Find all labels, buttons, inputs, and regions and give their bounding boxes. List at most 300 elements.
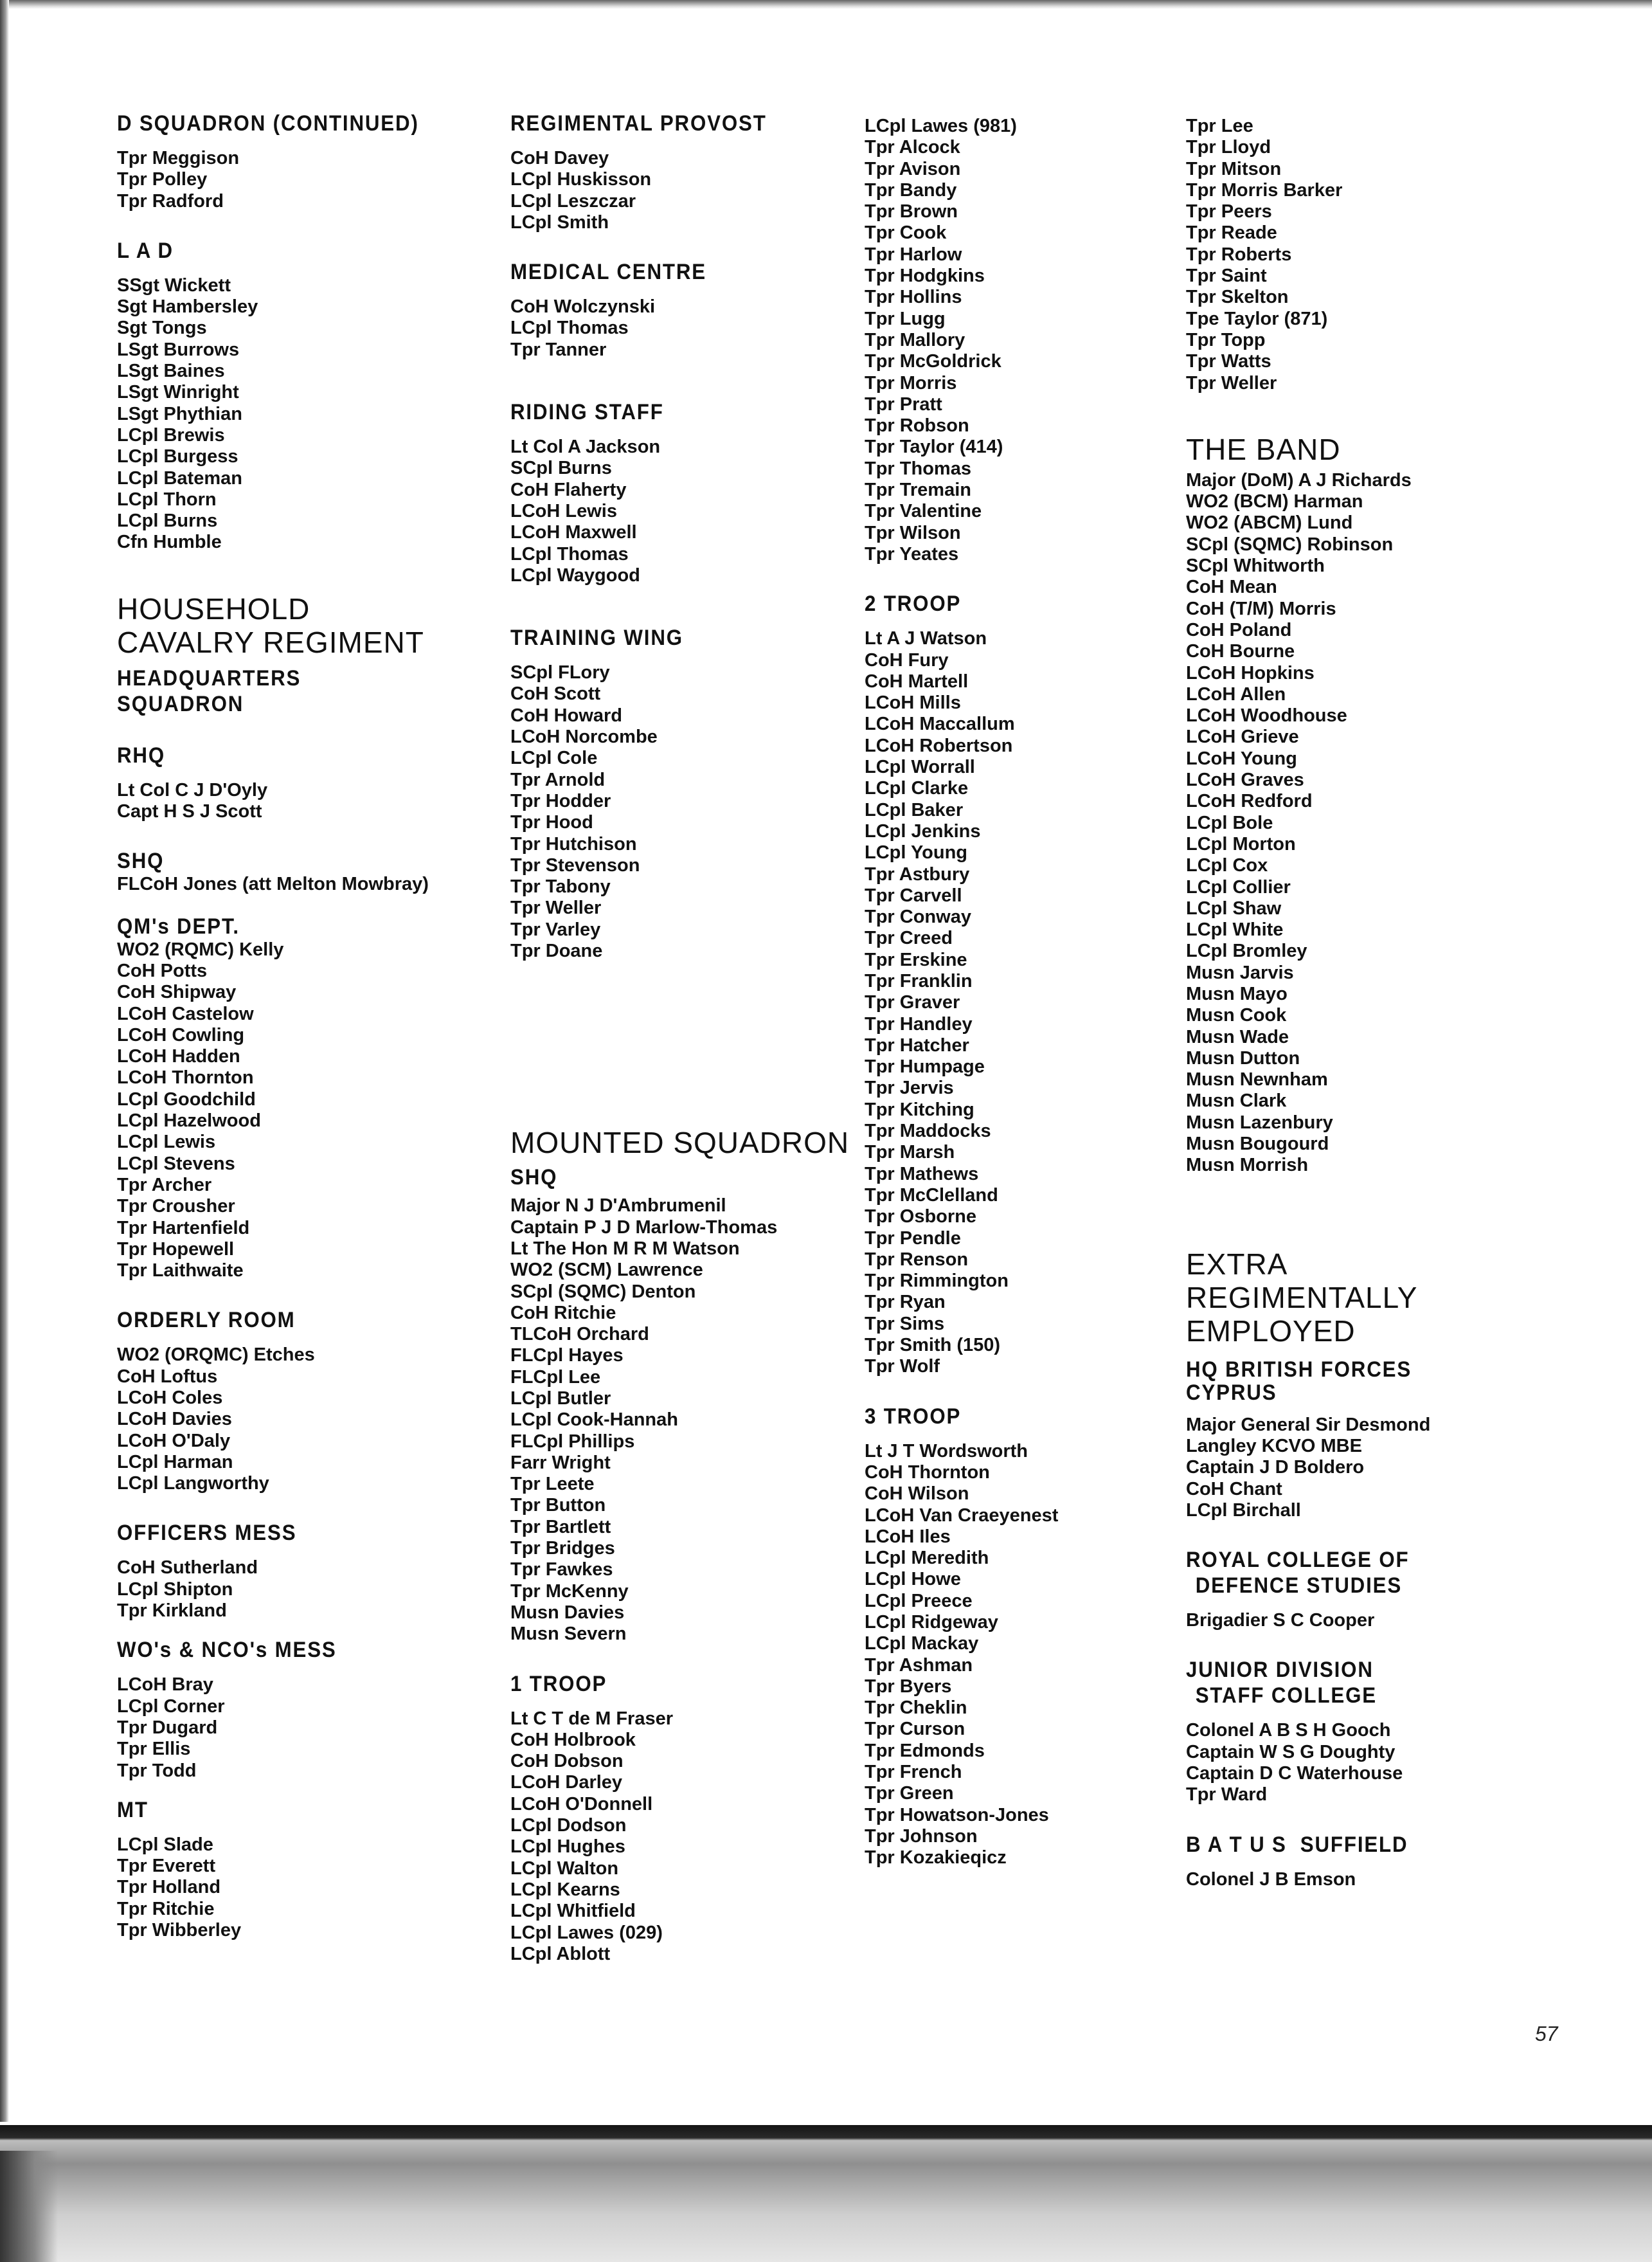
- member-name: Major (DoM) A J Richards: [1186, 469, 1412, 491]
- member-list: [117, 939, 477, 1282]
- member-name: CoH Thornton: [865, 1461, 990, 1483]
- member-name: Tpr Hatcher: [865, 1035, 969, 1056]
- member-name: LCpl Bateman: [117, 467, 242, 489]
- member-name: Tpr Maddocks: [865, 1121, 991, 1142]
- member-name: Tpr Meggison: [117, 148, 240, 168]
- member-name: Tpr Astbury: [865, 864, 970, 885]
- member-name: Musn Davies: [510, 1602, 625, 1623]
- member-name: Tpr Hodder: [510, 790, 611, 811]
- member-name: LCpl Preece: [865, 1590, 973, 1611]
- member-name: Musn Clark: [1186, 1090, 1287, 1112]
- member-name: LCpl Cook-Hannah: [510, 1409, 678, 1431]
- member-name: Tpr Tanner: [510, 339, 607, 360]
- member-list: [510, 148, 857, 233]
- section-title: QM's DEPT.: [117, 914, 240, 939]
- qms-dept-section: [117, 914, 477, 1282]
- member-name: Lt Col A Jackson: [510, 437, 661, 458]
- member-list: [1186, 1415, 1456, 1521]
- member-name: LCpl Hazelwood: [117, 1110, 261, 1132]
- member-list: [510, 1708, 857, 1966]
- member-name: Tpr Harlow: [865, 244, 962, 265]
- shq-section: [117, 848, 477, 895]
- member-list: [510, 1195, 857, 1645]
- squadron-title-line1: HEADQUARTERS: [117, 665, 301, 691]
- member-name: Tpr Watts: [1186, 351, 1271, 372]
- member-name: Tpr McClelland: [865, 1184, 998, 1206]
- section-title-line1: HQ BRITISH FORCES: [1186, 1357, 1412, 1382]
- member-name: Tpr Taylor (414): [865, 437, 1003, 458]
- section-title-line2: DEFENCE STUDIES: [1195, 1573, 1403, 1598]
- member-name: CoH Shipway: [117, 982, 237, 1003]
- member-name: Tpr Robson: [865, 415, 969, 437]
- member-name: Captain D C Waterhouse: [1186, 1763, 1403, 1784]
- training-wing-section: [510, 625, 857, 962]
- member-name: LCpl Collier: [1186, 876, 1291, 898]
- section-title: OFFICERS MESS: [117, 1521, 297, 1546]
- member-name: Tpr Crousher: [117, 1196, 235, 1217]
- section-title: ORDERLY ROOM: [117, 1308, 296, 1333]
- member-name: LCpl Kearns: [510, 1879, 620, 1900]
- member-name: SCpl FLory: [510, 662, 610, 683]
- member-name: CoH Bourne: [1186, 641, 1295, 662]
- member-name: Lt C T de M Fraser: [510, 1708, 673, 1729]
- member-name: WO2 (ORQMC) Etches: [117, 1344, 315, 1366]
- squadron-title: MOUNTED SQUADRON: [510, 1126, 850, 1160]
- member-list: [117, 1557, 477, 1622]
- member-name: LCpl Harman: [117, 1451, 233, 1472]
- column-2: [510, 111, 857, 1965]
- member-name: SCpl (SQMC) Robinson: [1186, 534, 1394, 555]
- member-name: Musn Jarvis: [1186, 962, 1294, 983]
- troop1-continued-section: [865, 116, 1186, 565]
- member-name: LSgt Phythian: [117, 403, 242, 424]
- member-name: LCpl Shipton: [117, 1579, 233, 1600]
- member-name: CoH (T/M) Morris: [1186, 598, 1336, 619]
- member-name: Tpr Byers: [865, 1676, 952, 1697]
- member-name: LCpl Huskisson: [510, 169, 652, 190]
- member-name: Tpr Kitching: [865, 1099, 974, 1120]
- extra-title-line1: EXTRA: [1186, 1247, 1288, 1281]
- column-1: [117, 111, 477, 1941]
- member-name: CoH Wolczynski: [510, 296, 656, 318]
- member-name: Tpr Mallory: [865, 329, 965, 350]
- member-name: SCpl Whitworth: [1186, 556, 1325, 577]
- member-name: Tpr Valentine: [865, 501, 982, 522]
- member-name: Tpr Archer: [117, 1174, 212, 1195]
- member-name: Tpr Green: [865, 1783, 954, 1804]
- member-name: Tpr McKenny: [510, 1580, 629, 1602]
- member-name: Tpr Holland: [117, 1877, 221, 1898]
- member-list: [1186, 1720, 1546, 1805]
- troop3-section: [865, 1404, 1186, 1869]
- member-name: LCoH Mills: [865, 692, 961, 714]
- member-name: Tpr Ward: [1186, 1784, 1268, 1805]
- member-name: Tpr Bartlett: [510, 1516, 611, 1537]
- member-name: Tpr Creed: [865, 928, 953, 949]
- hq-british-forces-cyprus-section: [1186, 1357, 1546, 1521]
- member-name: CoH Potts: [117, 960, 208, 981]
- member-name: Tpr Ashman: [865, 1654, 973, 1676]
- member-name: LCpl Jenkins: [865, 820, 981, 842]
- member-name: Tpr Hodgkins: [865, 266, 985, 287]
- member-name: Tpr Kirkland: [117, 1600, 227, 1622]
- member-name: TLCoH Orchard: [510, 1324, 649, 1345]
- member-name: LCoH Allen: [1186, 683, 1286, 705]
- squadron-title-line2: SQUADRON: [117, 691, 244, 716]
- member-name: LCpl Lawes (029): [510, 1922, 663, 1943]
- member-name: LCoH Maccallum: [865, 714, 1015, 735]
- member-name: LCpl Cole: [510, 748, 598, 769]
- member-name: LCoH Woodhouse: [1186, 705, 1347, 727]
- member-name: LCpl Lewis: [117, 1132, 216, 1153]
- member-list: [117, 1834, 477, 1941]
- member-name: LCpl Shaw: [1186, 898, 1282, 919]
- member-name: LCpl Whitfield: [510, 1901, 636, 1922]
- member-name: CoH Mean: [1186, 577, 1277, 598]
- member-name: LCoH Norcombe: [510, 727, 658, 748]
- member-name: LCpl Hughes: [510, 1836, 625, 1858]
- member-name: Cfn Humble: [117, 532, 222, 553]
- member-name: Tpr Graver: [865, 992, 960, 1013]
- member-name: Major N J D'Ambrumenil: [510, 1195, 726, 1217]
- member-list: [117, 148, 477, 212]
- member-name: LCpl Cox: [1186, 855, 1268, 876]
- d-squadron-section: [117, 111, 477, 212]
- member-name: LCoH Young: [1186, 748, 1297, 769]
- member-name: WO2 (ABCM) Lund: [1186, 512, 1353, 534]
- member-name: Tpr Lloyd: [1186, 137, 1271, 158]
- member-name: Tpr Fawkes: [510, 1559, 613, 1580]
- member-name: CoH Ritchie: [510, 1302, 616, 1323]
- member-list: [117, 275, 477, 554]
- member-name: Tpr Smith (150): [865, 1335, 1001, 1356]
- member-name: Sgt Tongs: [117, 318, 207, 339]
- member-name: Tpr Polley: [117, 169, 208, 190]
- rhq-section: [117, 743, 477, 823]
- troop3-continued-section: [1186, 116, 1546, 394]
- page-bottom-edge: [0, 2125, 1652, 2262]
- member-name: Tpr Howatson-Jones: [865, 1804, 1049, 1825]
- member-name: Tpr Weller: [1186, 372, 1277, 394]
- member-name: Musn Wade: [1186, 1026, 1289, 1047]
- member-name: LCpl Thomas: [510, 318, 629, 339]
- member-name: CoH Loftus: [117, 1366, 218, 1387]
- member-name: LCoH Redford: [1186, 791, 1313, 812]
- member-name: LCpl Ablott: [510, 1943, 611, 1964]
- member-name: Lt A J Watson: [865, 628, 987, 649]
- member-name: Tpr Skelton: [1186, 287, 1289, 308]
- member-name: LCpl White: [1186, 919, 1284, 941]
- member-name: Captain J D Boldero: [1186, 1457, 1365, 1478]
- officers-mess-section: [117, 1520, 477, 1622]
- member-name: Musn Severn: [510, 1624, 627, 1645]
- member-name: Tpr Morris Barker: [1186, 179, 1343, 201]
- member-name: Tpr Peers: [1186, 201, 1272, 222]
- member-name: Musn Newnham: [1186, 1069, 1328, 1090]
- member-name: Musn Cook: [1186, 1005, 1287, 1026]
- member-name: LCpl Young: [865, 842, 968, 864]
- member-name: Tpr Osborne: [865, 1206, 977, 1227]
- section-title: D SQUADRON (CONTINUED): [117, 111, 419, 136]
- member-name: LCpl Bromley: [1186, 941, 1307, 962]
- member-name: LSgt Burrows: [117, 339, 240, 360]
- section-title: REGIMENTAL PROVOST: [510, 111, 767, 136]
- member-name: LCpl Walton: [510, 1858, 619, 1879]
- member-name: Tpr Erskine: [865, 949, 967, 970]
- member-name: LCpl Thomas: [510, 543, 629, 565]
- section-title-line1: ROYAL COLLEGE OF: [1186, 1548, 1410, 1573]
- member-name: Tpr Radford: [117, 190, 224, 212]
- extra-title-line3: EMPLOYED: [1186, 1314, 1356, 1348]
- member-name: LCpl Burns: [117, 511, 218, 532]
- member-name: CoH Fury: [865, 649, 949, 671]
- member-list: [117, 874, 477, 895]
- member-name: Farr Wright: [510, 1452, 611, 1473]
- member-name: Colonel J B Emson: [1186, 1868, 1356, 1890]
- member-name: WO2 (SCM) Lawrence: [510, 1260, 703, 1281]
- member-name: FLCoH Jones (att Melton Mowbray): [117, 874, 429, 895]
- member-list: [510, 437, 857, 586]
- member-list: [117, 780, 477, 823]
- member-name: Tpr Wolf: [865, 1356, 940, 1377]
- member-name: FLCpl Phillips: [510, 1431, 635, 1452]
- member-name: SCpl (SQMC) Denton: [510, 1281, 696, 1302]
- member-name: WO2 (RQMC) Kelly: [117, 939, 284, 960]
- member-name: Tpr Pendle: [865, 1227, 961, 1249]
- member-name: CoH Davey: [510, 148, 609, 168]
- member-name: LCpl Leszczar: [510, 190, 636, 212]
- section-title-line2: CYPRUS: [1186, 1380, 1277, 1405]
- member-name: LCoH Darley: [510, 1772, 623, 1793]
- member-name: Tpr Franklin: [865, 970, 973, 991]
- member-name: LCpl Burgess: [117, 446, 238, 467]
- member-list: [510, 296, 857, 361]
- member-name: Lt Col C J D'Oyly: [117, 779, 268, 801]
- member-name: Tpr Pratt: [865, 394, 942, 415]
- member-name: SCpl Burns: [510, 458, 612, 479]
- lad-section: [117, 238, 477, 554]
- member-name: Tpr Ritchie: [117, 1898, 215, 1919]
- member-name: Tpe Taylor (871): [1186, 308, 1328, 329]
- member-name: CoH Sutherland: [117, 1557, 258, 1579]
- member-name: LCoH Hadden: [117, 1046, 240, 1067]
- orderly-room-section: [117, 1307, 477, 1494]
- member-name: LCoH Grieve: [1186, 727, 1299, 748]
- member-name: Tpr Reade: [1186, 222, 1277, 244]
- member-name: LCpl Thorn: [117, 489, 217, 510]
- mt-section: [117, 1797, 477, 1941]
- page-edge-left: [0, 0, 9, 2122]
- member-name: Tpr Wibberley: [117, 1920, 242, 1941]
- member-name: Musn Morrish: [1186, 1155, 1309, 1176]
- member-name: LCoH O'Donnell: [510, 1793, 653, 1814]
- member-name: LCpl Brewis: [117, 424, 225, 446]
- member-name: FLCpl Lee: [510, 1366, 601, 1388]
- wos-ncos-mess-section: [117, 1637, 477, 1781]
- member-name: Musn Lazenbury: [1186, 1112, 1333, 1133]
- member-name: LCpl Ridgeway: [865, 1612, 998, 1633]
- member-name: LCpl Stevens: [117, 1153, 235, 1174]
- member-name: Tpr Kozakieqicz: [865, 1847, 1007, 1868]
- member-name: LCpl Dodson: [510, 1815, 627, 1836]
- member-name: LCpl Corner: [117, 1696, 225, 1717]
- member-name: CoH Wilson: [865, 1483, 969, 1505]
- member-name: Tpr Humpage: [865, 1056, 985, 1078]
- section-title: SHQ: [117, 849, 165, 874]
- member-name: Tpr Bandy: [865, 179, 957, 201]
- junior-division-staff-college-section: [1186, 1657, 1546, 1805]
- member-name: Tpr Yeates: [865, 543, 959, 565]
- member-name: LSgt Baines: [117, 361, 225, 382]
- member-name: Colonel A B S H Gooch: [1186, 1720, 1391, 1741]
- member-name: Tpr Ryan: [865, 1292, 946, 1313]
- member-name: Musn Mayo: [1186, 983, 1288, 1004]
- member-name: Tpr Laithwaite: [117, 1260, 244, 1281]
- member-name: LCpl Morton: [1186, 833, 1296, 855]
- member-name: Tpr Jervis: [865, 1078, 954, 1099]
- member-name: LCoH Cowling: [117, 1024, 245, 1045]
- member-name: Tpr Saint: [1186, 266, 1267, 287]
- member-name: CoH Flaherty: [510, 479, 627, 500]
- member-name: LCoH Robertson: [865, 735, 1013, 756]
- member-name: Lt The Hon M R M Watson: [510, 1238, 740, 1259]
- regiment-title-line2: CAVALRY REGIMENT: [117, 625, 424, 659]
- member-name: Tpr Bridges: [510, 1538, 615, 1559]
- member-list: [865, 116, 1186, 565]
- member-name: Tpr Conway: [865, 907, 971, 928]
- member-name: Tpr Mathews: [865, 1163, 979, 1184]
- section-title: L A D: [117, 238, 174, 263]
- page-edge-top: [0, 0, 1652, 9]
- section-title: 1 TROOP: [510, 1671, 607, 1696]
- member-name: LCpl Howe: [865, 1569, 961, 1590]
- member-list: [865, 628, 1186, 1377]
- member-name: LCoH Coles: [117, 1387, 223, 1408]
- member-name: SSgt Wickett: [117, 275, 231, 296]
- member-name: LCoH Iles: [865, 1526, 951, 1547]
- member-name: LCpl Bole: [1186, 812, 1273, 833]
- member-name: LCoH Thornton: [117, 1067, 254, 1089]
- member-name: FLCpl Hayes: [510, 1345, 624, 1366]
- section-title: 3 TROOP: [865, 1404, 962, 1429]
- extra-title-line2: REGIMENTALLY: [1186, 1280, 1418, 1314]
- member-name: LCoH Van Craeyenest: [865, 1505, 1059, 1526]
- member-name: Tpr McGoldrick: [865, 351, 1001, 372]
- member-name: Musn Dutton: [1186, 1047, 1300, 1069]
- section-title: RIDING STAFF: [510, 400, 664, 425]
- member-name: LCpl Mackay: [865, 1633, 979, 1654]
- column-3: [865, 116, 1186, 1869]
- member-name: Tpr Doane: [510, 941, 603, 962]
- member-name: CoH Scott: [510, 683, 601, 705]
- member-name: Tpr Tabony: [510, 876, 611, 898]
- member-name: Tpr Varley: [510, 919, 601, 940]
- member-list: [1186, 116, 1546, 394]
- member-name: Tpr Rimmington: [865, 1271, 1009, 1292]
- member-name: Tpr Roberts: [1186, 244, 1292, 265]
- household-cavalry-section: [117, 592, 477, 717]
- member-name: LCoH O'Daly: [117, 1430, 231, 1451]
- member-name: LCpl Waygood: [510, 565, 640, 586]
- member-name: Tpr Todd: [117, 1760, 197, 1781]
- member-list: [510, 662, 857, 962]
- member-name: Tpr Johnson: [865, 1825, 978, 1847]
- member-name: Tpr Stevenson: [510, 855, 640, 876]
- member-name: Tpr Morris: [865, 372, 957, 394]
- member-name: Tpr Mitson: [1186, 158, 1282, 179]
- member-name: LCoH Graves: [1186, 770, 1304, 791]
- subsection-title: SHQ: [510, 1165, 558, 1190]
- member-name: Tpr Lugg: [865, 308, 946, 329]
- member-name: Tpr Hutchison: [510, 833, 637, 855]
- regiment-title-line1: HOUSEHOLD: [117, 592, 310, 626]
- batus-suffield-section: [1186, 1832, 1546, 1890]
- member-name: Tpr Hartenfield: [117, 1217, 250, 1238]
- troop2-section: [865, 591, 1186, 1377]
- member-name: LSgt Winright: [117, 382, 239, 403]
- member-name: CoH Holbrook: [510, 1729, 636, 1750]
- member-name: Captain W S G Doughty: [1186, 1741, 1396, 1762]
- section-title: WO's & NCO's MESS: [117, 1638, 337, 1663]
- member-name: Tpr Curson: [865, 1719, 965, 1740]
- member-list: [865, 1441, 1186, 1869]
- member-name: Tpr Topp: [1186, 329, 1266, 350]
- mounted-squadron-section: [510, 1126, 857, 1645]
- member-name: LCoH Davies: [117, 1409, 232, 1430]
- member-name: Tpr Sims: [865, 1313, 945, 1334]
- member-name: Tpr Cheklin: [865, 1697, 967, 1719]
- member-name: LCoH Lewis: [510, 500, 617, 521]
- member-name: Major General Sir Desmond Langley KCVO MBE: [1186, 1414, 1431, 1456]
- member-name: LCoH Bray: [117, 1674, 213, 1696]
- section-title: RHQ: [117, 743, 166, 768]
- member-name: Tpr Leete: [510, 1474, 595, 1495]
- member-name: Tpr Edmonds: [865, 1740, 985, 1761]
- member-name: Tpr Hopewell: [117, 1238, 235, 1260]
- member-name: Captain P J D Marlow-Thomas: [510, 1217, 778, 1238]
- section-title-line1: JUNIOR DIVISION: [1186, 1658, 1374, 1683]
- medical-centre-section: [510, 259, 857, 361]
- troop1-section: [510, 1671, 857, 1966]
- extra-regimentally-employed-section: [1186, 1247, 1546, 1348]
- member-name: LCpl Smith: [510, 212, 609, 233]
- member-name: Tpr Renson: [865, 1249, 969, 1270]
- member-name: Tpr Avison: [865, 158, 961, 179]
- member-name: LCoH Hopkins: [1186, 662, 1315, 683]
- member-name: LCpl Langworthy: [117, 1473, 269, 1494]
- member-name: Tpr Hood: [510, 812, 593, 833]
- member-list: [117, 1674, 477, 1781]
- member-name: WO2 (BCM) Harman: [1186, 491, 1363, 512]
- member-name: Tpr Lee: [1186, 116, 1253, 136]
- member-name: Tpr Arnold: [510, 769, 606, 790]
- member-name: Tpr Everett: [117, 1856, 216, 1877]
- page-number: 57: [1535, 2022, 1558, 2045]
- member-name: Tpr Cook: [865, 222, 947, 244]
- member-name: Tpr Weller: [510, 898, 602, 919]
- member-list: [1186, 1610, 1546, 1631]
- member-name: Musn Bougourd: [1186, 1134, 1329, 1155]
- band-title: THE BAND: [1186, 432, 1341, 466]
- member-name: Tpr Handley: [865, 1013, 973, 1035]
- member-name: CoH Poland: [1186, 619, 1292, 640]
- section-title-line2: STAFF COLLEGE: [1195, 1683, 1377, 1708]
- section-title: 2 TROOP: [865, 592, 962, 617]
- regimental-provost-section: [510, 111, 857, 233]
- member-name: LCoH Castelow: [117, 1003, 254, 1024]
- member-name: CoH Howard: [510, 705, 622, 726]
- member-list: [1186, 470, 1546, 1177]
